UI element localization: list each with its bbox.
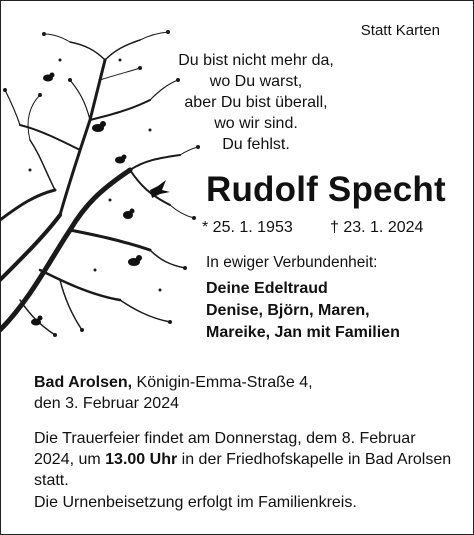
service-time: 13.00 Uhr (105, 451, 178, 468)
urn-burial-text: Die Urnenbeisetzung erfolgt im Familienkreis. (34, 494, 357, 511)
mourners-list (206, 278, 400, 344)
statt-karten-label: Statt Karten (360, 22, 440, 39)
life-dates (202, 219, 442, 237)
address-street: Königin-Emma-Straße 4, (132, 374, 313, 391)
funeral-service-text (34, 428, 454, 491)
mourner-line: Mareike, Jan mit Familien (206, 324, 400, 341)
address-date: den 3. Februar 2024 (34, 395, 179, 412)
poem-line: aber Du bist überall, (184, 94, 328, 111)
poem-line: Du fehlst. (222, 136, 290, 153)
birth-date: * 25. 1. 1953 (202, 219, 293, 236)
service-text-part1: Die Trauerfeier findet am Donnerstag, dem 8. Februar 2024, um (34, 430, 416, 468)
poem-line: wo wir sind. (214, 115, 298, 132)
deceased-name: Rudolf Specht (206, 170, 446, 209)
poem-line: Du bist nicht mehr da, (178, 52, 334, 69)
poem (126, 50, 386, 155)
address-place: Bad Arolsen, (34, 374, 133, 391)
poem-line: wo Du warst, (209, 73, 303, 90)
mourners-intro: In ewiger Verbundenheit: (206, 254, 378, 271)
mourner-line: Deine Edeltraud (206, 280, 328, 297)
mourner-line: Denise, Björn, Maren, (206, 302, 370, 319)
address-block (34, 372, 313, 414)
death-date: † 23. 1. 2024 (330, 219, 424, 236)
service-text-part2: in der Friedhofskapelle in Bad Arolsen statt. (34, 451, 452, 489)
